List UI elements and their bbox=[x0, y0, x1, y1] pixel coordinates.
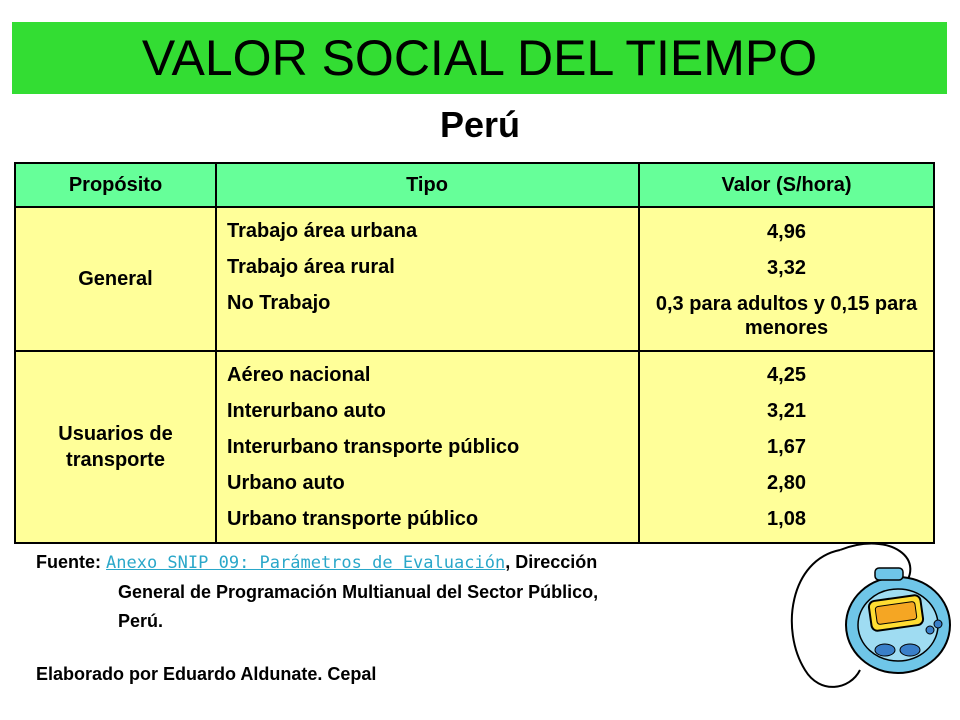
tipo-item: No Trabajo bbox=[227, 292, 331, 314]
values-table bbox=[14, 162, 935, 544]
tipo-item: Urbano transporte público bbox=[227, 508, 479, 530]
tipo-item: Interurbano auto bbox=[227, 400, 386, 422]
source-link[interactable]: Anexo SNIP 09: Parámetros de Evaluación bbox=[106, 553, 506, 573]
source-text: Perú. bbox=[118, 611, 164, 631]
stopwatch-icon bbox=[780, 520, 955, 720]
tipo-item: Trabajo área urbana bbox=[227, 220, 418, 242]
row-tipos bbox=[216, 351, 639, 543]
valor-item: 1,08 bbox=[767, 508, 806, 530]
valor-item: 1,67 bbox=[767, 436, 806, 458]
tipo-item: Trabajo área rural bbox=[227, 256, 395, 278]
header-tipo: Tipo bbox=[216, 163, 639, 207]
valor-item: 4,25 bbox=[767, 364, 806, 386]
row-proposito: Usuarios de transporte bbox=[15, 351, 216, 543]
table-row bbox=[15, 207, 934, 351]
table-header-row bbox=[15, 163, 934, 207]
source-label: Fuente: bbox=[36, 552, 101, 572]
row-valores bbox=[639, 351, 934, 543]
valor-item: 4,96 bbox=[767, 221, 806, 243]
valor-item: 3,21 bbox=[767, 400, 806, 422]
page-subtitle: Perú bbox=[439, 104, 521, 145]
header-proposito: Propósito bbox=[15, 163, 216, 207]
valor-item: 0,3 para adultos y 0,15 para menores bbox=[655, 293, 918, 339]
row-valores bbox=[639, 207, 934, 351]
valor-item: 2,80 bbox=[767, 472, 806, 494]
source-text: General de Programación Multianual del Sector Público, bbox=[118, 582, 599, 602]
header-valor: Valor (S/hora) bbox=[639, 163, 934, 207]
source-text: , Dirección bbox=[505, 552, 598, 572]
tipo-item: Urbano auto bbox=[227, 472, 345, 494]
tipo-item: Aéreo nacional bbox=[227, 364, 371, 386]
credit-line: Elaborado por Eduardo Aldunate. Cepal bbox=[36, 664, 377, 684]
table-row bbox=[15, 351, 934, 543]
title-banner bbox=[12, 22, 947, 94]
page-title: VALOR SOCIAL DEL TIEMPO bbox=[141, 30, 818, 86]
row-proposito: General bbox=[15, 207, 216, 351]
row-tipos bbox=[216, 207, 639, 351]
tipo-item: Interurbano transporte público bbox=[227, 436, 520, 458]
source-note bbox=[36, 548, 776, 636]
valor-item: 3,32 bbox=[767, 257, 806, 279]
